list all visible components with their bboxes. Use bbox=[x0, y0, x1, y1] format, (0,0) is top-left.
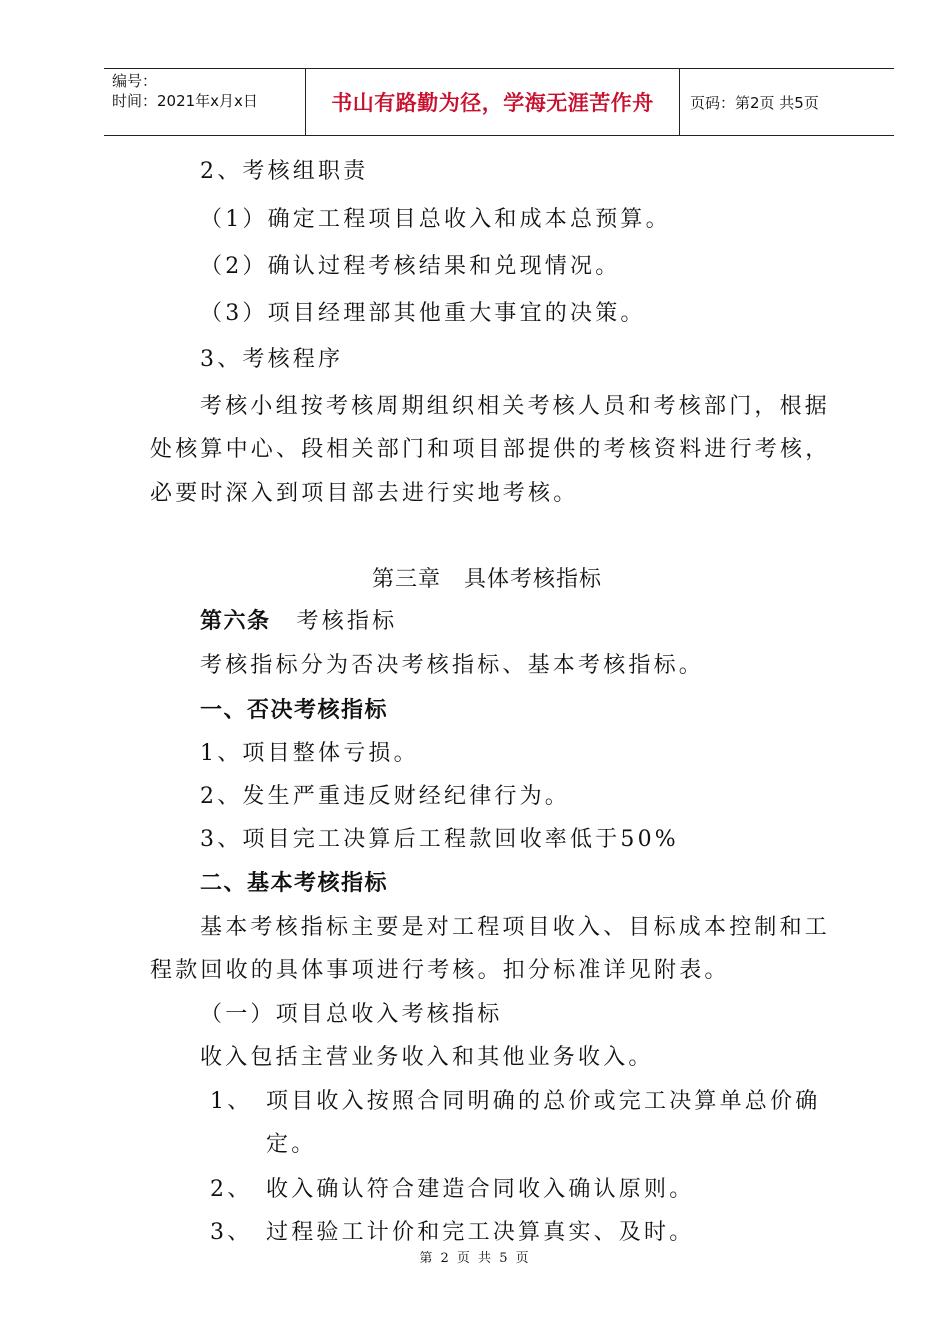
header-meta bbox=[104, 69, 306, 135]
paragraph-line: 程款回收的具体事项进行考核。扣分标准详见附表。 bbox=[150, 958, 730, 983]
list-item: 3、项目完工决算后工程款回收率低于50% bbox=[200, 827, 679, 852]
subsection-heading: （一）项目总收入考核指标 bbox=[200, 1002, 503, 1027]
header-motto: 书山有路勤为径，学海无涯苦作舟 bbox=[306, 69, 680, 135]
paragraph-line: 收入包括主营业务收入和其他业务收入。 bbox=[200, 1045, 654, 1070]
page-footer: 第 2 页 共 5 页 bbox=[419, 1251, 531, 1266]
chapter-title: 第三章 具体考核指标 bbox=[372, 567, 603, 592]
paragraph-line: 基本考核指标主要是对工程项目收入、目标成本控制和工 bbox=[200, 915, 831, 940]
paragraph-line: 考核指标分为否决考核指标、基本考核指标。 bbox=[200, 653, 705, 678]
subheading-basic-indicators: 二、基本考核指标 bbox=[200, 871, 389, 896]
list-item: 过程验工计价和完工决算真实、及时。 bbox=[266, 1220, 695, 1245]
page-header bbox=[104, 68, 894, 136]
article-number: 第六条 bbox=[200, 609, 271, 634]
paragraph-line: （2）确认过程考核结果和兑现情况。 bbox=[200, 254, 621, 279]
list-item-continuation: 定。 bbox=[266, 1132, 317, 1157]
section-heading-duties: 2、考核组职责 bbox=[200, 159, 369, 184]
list-item: 项目收入按照合同明确的总价或完工决算单总价确 bbox=[266, 1089, 821, 1114]
paragraph-line: （3）项目经理部其他重大事宜的决策。 bbox=[200, 301, 646, 326]
header-time: 时间：2021年x月x日 bbox=[112, 92, 258, 110]
article-heading bbox=[200, 608, 397, 636]
paragraph-line: （1）确定工程项目总收入和成本总预算。 bbox=[200, 207, 671, 232]
article-title: 考核指标 bbox=[296, 609, 398, 634]
list-item: 1、项目整体亏损。 bbox=[200, 741, 419, 766]
list-item: 收入确认符合建造合同收入确认原则。 bbox=[266, 1177, 695, 1202]
paragraph-line: 必要时深入到项目部去进行实地考核。 bbox=[150, 481, 579, 506]
list-item: 2、发生严重违反财经纪律行为。 bbox=[200, 784, 570, 809]
list-number: 2、 bbox=[210, 1177, 253, 1202]
header-page-number: 页码：第2页 共5页 bbox=[690, 93, 819, 112]
paragraph-line: 考核小组按考核周期组织相关考核人员和考核部门，根据 bbox=[200, 394, 831, 419]
list-number: 3、 bbox=[210, 1220, 253, 1245]
list-number: 1、 bbox=[210, 1089, 253, 1114]
header-number: 编号： bbox=[112, 72, 158, 90]
paragraph-line: 处核算中心、段相关部门和项目部提供的考核资料进行考核， bbox=[150, 437, 831, 462]
subheading-veto-indicators: 一、否决考核指标 bbox=[200, 698, 389, 723]
section-heading-procedure: 3、考核程序 bbox=[200, 347, 344, 372]
